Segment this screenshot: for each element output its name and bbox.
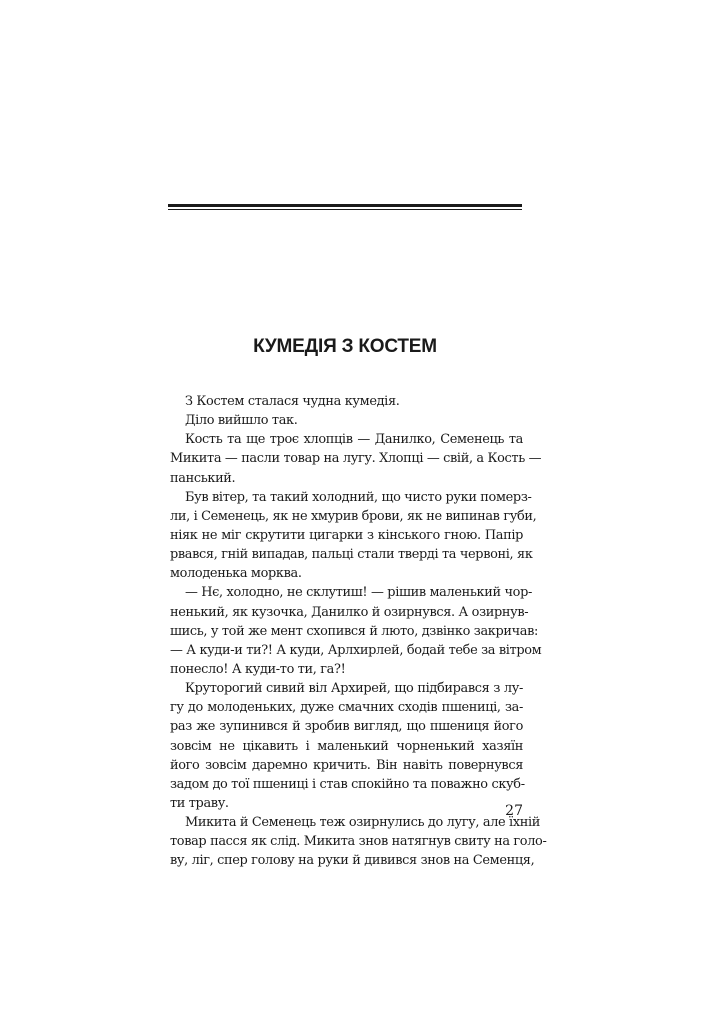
page-number: 27 xyxy=(505,803,523,819)
text-line: — А куди-и ти?! А куди, Арлхирлей, бодай тебе за вітром xyxy=(170,642,542,658)
text-line: — Нє, холодно, не склутиш! — рішив маленький чор- xyxy=(185,585,532,601)
text-line: ти траву. xyxy=(170,795,229,811)
rule-thin-line xyxy=(168,209,522,210)
text-line: ненький, як кузочка, Данилко й озирнувся. А озирнув- xyxy=(170,604,529,620)
text-line: задом до тої пшениці і став спокійно та поважно скуб- xyxy=(170,776,525,792)
text-line: панський. xyxy=(170,470,236,486)
body-text xyxy=(170,392,547,871)
text-line: шись, у той же мент схопився й люто, дзвінко закричав: xyxy=(170,623,539,639)
text-line: зовсім не цікавить і маленький чорненький хазяїн xyxy=(170,738,523,754)
text-line: Микита й Семенець теж озирнулись до лугу, але їхній xyxy=(185,815,541,831)
text-line: Був вітер, та такий холодний, що чисто руки померз- xyxy=(185,489,532,505)
text-line: рвався, гній випадав, пальці стали тверді та червоні, як xyxy=(170,547,533,563)
text-line: його зовсім даремно кричить. Він навіть повернувся xyxy=(170,757,523,773)
text-line: ву, ліг, спер голову на руки й дивився знов на Семенця, xyxy=(170,853,535,869)
text-line: Діло вийшло так. xyxy=(185,413,298,429)
text-line: ніяк не міг скрутити цигарки з кінського гною. Папір xyxy=(170,527,523,543)
text-line: Микита — пасли товар на лугу. Хлопці — свій, а Кость — xyxy=(170,451,542,467)
text-line: Кость та ще троє хлопців — Данилко, Семенець та xyxy=(185,432,523,448)
chapter-rule xyxy=(168,204,522,210)
text-line: Круторогий сивий віл Архирей, що підбирався з лу- xyxy=(185,681,523,697)
text-line: ли, і Семенець, як не хмурив брови, як не випинав губи, xyxy=(170,508,537,524)
text-line: понесло! А куди-то ти, га?! xyxy=(170,661,346,677)
text-line: раз же зупинився й зробив вигляд, що пшениця його xyxy=(170,719,523,735)
text-line: товар пасся як слід. Микита знов натягнув свиту на голо- xyxy=(170,834,547,850)
text-line: гу до молоденьких, дуже смачних сходів пшениці, за- xyxy=(170,700,523,716)
text-line: молоденька морква. xyxy=(170,566,302,582)
text-line: З Костем сталася чудна кумедія. xyxy=(185,394,400,409)
chapter-title: КУМЕДІЯ З КОСТЕМ xyxy=(253,336,437,357)
